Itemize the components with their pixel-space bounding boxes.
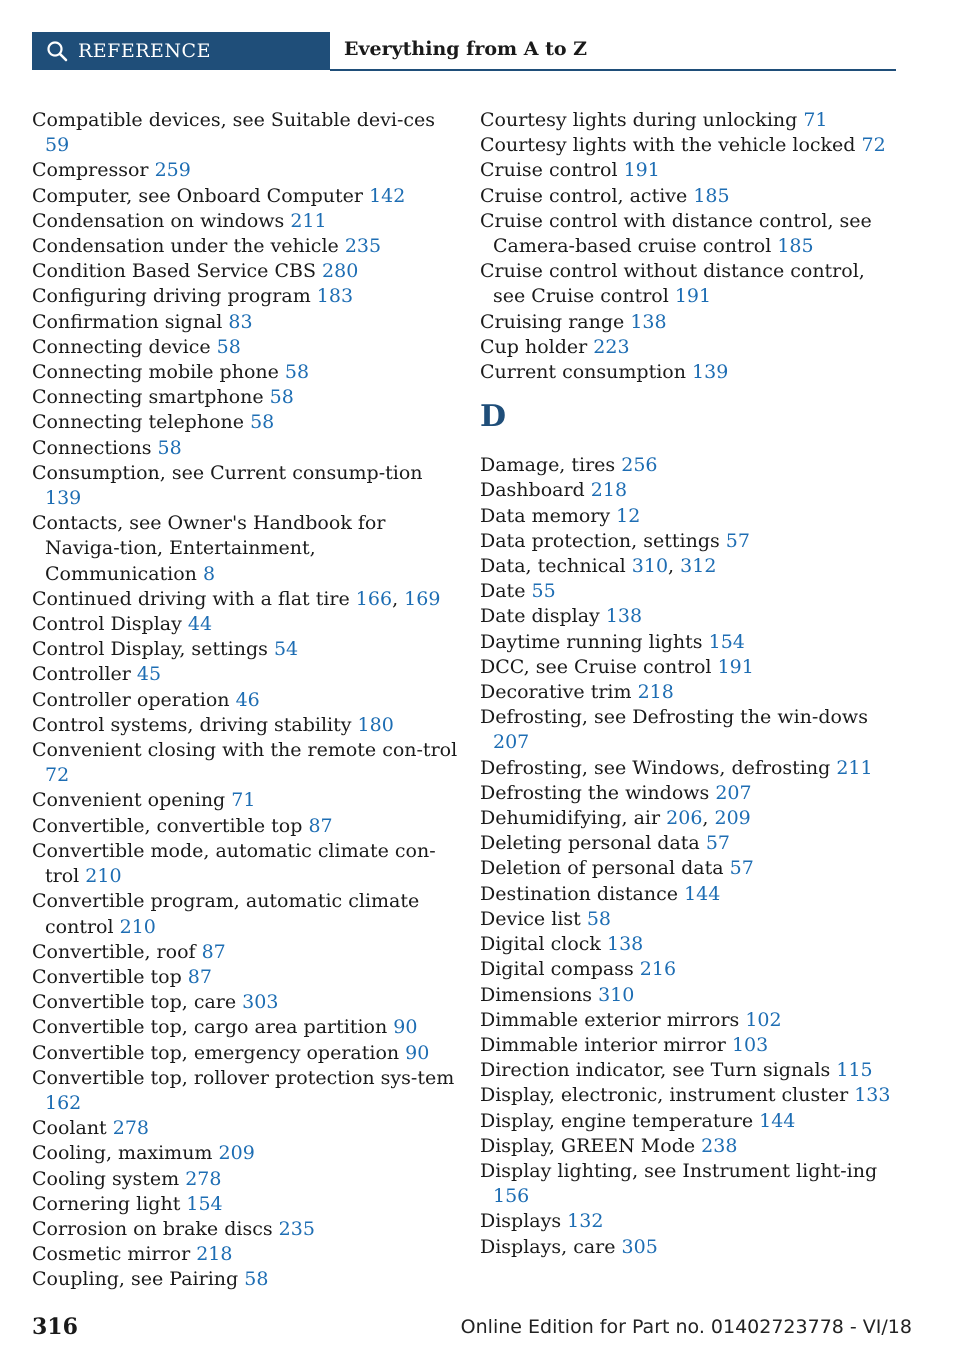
page-link[interactable]: 303 <box>242 991 279 1014</box>
index-column-left <box>32 108 462 1293</box>
index-entry-text: Compatible devices, see Suitable devi‐ces <box>32 109 436 131</box>
index-entry-text: Cruise control without distance control, see Cruise control <box>480 260 865 308</box>
index-entry <box>480 1109 900 1134</box>
index-entry <box>32 1015 462 1040</box>
page-link[interactable]: 191 <box>717 655 754 678</box>
index-entry-text: Deletion of personal data <box>480 857 724 880</box>
index-entry-text: Control Display, settings <box>32 638 268 661</box>
page-link[interactable]: 90 <box>393 1016 418 1039</box>
page-link[interactable]: 185 <box>693 184 730 207</box>
page-link[interactable]: 58 <box>284 361 310 384</box>
index-entry <box>32 158 462 183</box>
index-entry-text: Destination distance <box>480 882 679 905</box>
page-link[interactable]: 8 <box>202 562 216 585</box>
index-entry-text: Corrosion on brake discs <box>32 1217 273 1240</box>
index-entry-text: Cruise control <box>480 159 618 182</box>
index-entry-text: Display, engine temperature <box>480 1109 754 1132</box>
index-entry-text: Control systems, driving stability <box>32 713 352 736</box>
index-entry <box>480 1134 900 1159</box>
index-entry-text: Connecting mobile phone <box>32 361 279 384</box>
index-entry <box>480 310 900 335</box>
section-letter: D <box>480 399 507 435</box>
index-entry-text: Connecting telephone <box>32 411 245 434</box>
page-link[interactable]: 154 <box>708 630 745 653</box>
index-entry <box>480 1058 900 1083</box>
index-entry <box>32 688 462 713</box>
index-entry-text: Convertible top, care <box>32 991 237 1014</box>
page-link[interactable]: 58 <box>586 907 611 930</box>
index-entry-text: Dimmable interior mirror <box>480 1033 726 1056</box>
page-link[interactable]: 44 <box>187 613 213 636</box>
index-entry-text: Contacts, see Owner's Handbook for Naviga‐tion, Entertainment, Communication <box>32 512 386 585</box>
index-entry-text: Compressor <box>32 159 149 182</box>
index-entry <box>480 133 900 158</box>
index-entry-text: Convertible top <box>32 965 182 988</box>
index-entry-text: Condensation under the vehicle <box>32 235 339 258</box>
index-entry <box>32 184 462 209</box>
index-entry-text: Coupling, see Pairing <box>32 1268 239 1291</box>
index-entry <box>480 209 900 259</box>
page-link[interactable]: 206 <box>666 807 703 830</box>
index-entry <box>32 788 462 813</box>
index-entry-text: Cooling, maximum <box>32 1142 213 1165</box>
page-link[interactable]: 83 <box>228 310 253 333</box>
index-entry-text: Display, GREEN Mode <box>480 1134 696 1157</box>
index-entry-text: Consumption, see Current consump‐tion <box>32 461 423 484</box>
index-entry-text: Daytime running lights <box>480 630 703 653</box>
index-entry <box>32 1141 462 1166</box>
index-entry <box>480 360 900 385</box>
index-entry <box>32 284 462 309</box>
page-link[interactable]: 180 <box>357 713 394 736</box>
index-entry-text: Date display <box>480 605 600 628</box>
index-column-right <box>480 108 900 1260</box>
index-entry <box>32 612 462 637</box>
index-entry-text: Condition Based Service CBS <box>32 260 316 283</box>
page-link[interactable]: 218 <box>590 479 628 502</box>
index-entry-text: Date <box>480 580 526 603</box>
page-link[interactable]: 191 <box>674 285 712 308</box>
page-link[interactable]: 207 <box>715 781 752 804</box>
page-link[interactable]: 45 <box>136 663 162 686</box>
index-entry-text: Cruising range <box>480 310 625 333</box>
page-link[interactable]: 278 <box>112 1117 150 1140</box>
index-entry <box>32 259 462 284</box>
index-entry-text: Coolant <box>32 1117 107 1140</box>
page-link[interactable]: 162 <box>45 1091 82 1114</box>
index-entry-text: Dimmable exterior mirrors <box>480 1008 740 1031</box>
index-entry-text: Convenient closing with the remote con‐trol <box>32 739 458 762</box>
index-entry <box>480 579 900 604</box>
page-link[interactable]: 87 <box>201 940 226 963</box>
page-link[interactable]: 216 <box>639 958 677 981</box>
index-entry-text: Condensation on windows <box>32 209 285 232</box>
page-link[interactable]: 87 <box>308 814 333 837</box>
page-link[interactable]: 169 <box>404 587 441 610</box>
page-link[interactable]: 46 <box>235 688 260 711</box>
page-link[interactable]: 115 <box>836 1059 873 1082</box>
index-entry <box>480 756 900 781</box>
index-entry <box>32 738 462 788</box>
index-entry <box>480 259 900 309</box>
page-link[interactable]: 218 <box>196 1243 233 1266</box>
index-entry <box>32 360 462 385</box>
page-link[interactable]: 185 <box>777 235 814 258</box>
index-entry-text: Controller operation <box>32 688 230 711</box>
index-entry <box>32 814 462 839</box>
index-entry <box>32 209 462 234</box>
index-entry <box>480 478 900 503</box>
index-entry-text: Cruise control with distance control, see Camera-based cruise control <box>480 209 872 258</box>
page-number: 316 <box>32 1314 78 1340</box>
page-link[interactable]: 138 <box>630 310 667 333</box>
index-entry-text: Convertible top, emergency operation <box>32 1041 400 1064</box>
page-link[interactable]: 139 <box>692 361 729 384</box>
index-entry <box>480 680 900 705</box>
index-entry-text: Courtesy lights with the vehicle locked <box>480 134 856 157</box>
index-entry <box>32 889 462 939</box>
index-entry <box>480 705 900 755</box>
page-link[interactable]: 218 <box>637 681 674 704</box>
index-entry-text: Digital compass <box>480 958 634 981</box>
index-entry <box>32 1192 462 1217</box>
index-entry-text: Convenient opening <box>32 789 226 812</box>
index-entry-text: Convertible program, automatic climate control <box>32 890 420 938</box>
index-entry <box>32 662 462 687</box>
index-entry-text: Digital clock <box>480 933 601 956</box>
index-entry <box>32 1116 462 1141</box>
page-link[interactable]: 58 <box>250 411 275 434</box>
index-entry-text: Displays, care <box>480 1235 616 1258</box>
index-entry <box>480 630 900 655</box>
index-entry-text: Connecting device <box>32 335 211 358</box>
index-entry-text: Convertible mode, automatic climate con‐trol <box>32 839 436 888</box>
index-entry <box>32 310 462 335</box>
index-entry-text: Device list <box>480 907 581 930</box>
page-link[interactable]: 209 <box>218 1142 255 1165</box>
page-link[interactable]: 59 <box>45 134 70 157</box>
page-link[interactable]: 235 <box>344 235 382 258</box>
index-entry: Continued driving with a flat tire 166, 169 <box>32 587 441 610</box>
index-entry <box>480 529 900 554</box>
index-entry-text: Cornering light <box>32 1192 181 1215</box>
index-entry <box>32 511 462 587</box>
page-link[interactable]: 144 <box>759 1109 796 1132</box>
index-entry-text: Current consumption <box>480 361 686 384</box>
index-entry-text: Cup holder <box>480 335 588 358</box>
page-link[interactable]: 210 <box>119 915 156 938</box>
index-entry-text: Dashboard <box>480 479 585 502</box>
page-link[interactable]: 207 <box>493 731 530 754</box>
index-entry-text: Computer, see Onboard Computer <box>32 184 364 207</box>
index-group-d <box>480 453 900 1260</box>
index-entry <box>32 234 462 259</box>
index-entry <box>480 504 900 529</box>
page-link[interactable]: 259 <box>154 159 191 182</box>
index-entry-text: Data protection, settings <box>480 529 720 552</box>
index-entry-text: Cooling system <box>32 1167 180 1190</box>
index-entry <box>480 983 900 1008</box>
page-link[interactable]: 58 <box>244 1268 269 1291</box>
page-link[interactable]: 191 <box>623 159 660 182</box>
index-entry-text: Convertible, roof <box>32 940 196 963</box>
index-entry <box>480 907 900 932</box>
page-link[interactable]: 71 <box>231 789 256 812</box>
section-title: Everything from A to Z <box>344 38 588 60</box>
index-entry <box>480 108 900 133</box>
index-entry <box>32 108 462 158</box>
page-link[interactable]: 71 <box>803 109 828 131</box>
index-entry-text: Convertible, convertible top <box>32 814 303 837</box>
page-link[interactable]: 278 <box>185 1167 222 1190</box>
page-link[interactable]: 58 <box>269 386 294 409</box>
page-link[interactable]: 138 <box>605 605 643 628</box>
page-link[interactable]: 154 <box>186 1192 223 1215</box>
index-entry-text: Convertible top, rollover protection sys‐tem <box>32 1066 455 1089</box>
index-entry <box>32 839 462 889</box>
page-link[interactable]: 54 <box>273 638 299 661</box>
page-link[interactable]: 238 <box>701 1134 738 1157</box>
page-link[interactable]: 310 <box>631 555 669 578</box>
index-entry <box>480 453 900 478</box>
index-entry-text: Data memory <box>480 504 611 527</box>
page-link[interactable]: 280 <box>322 260 359 283</box>
page-link[interactable]: 223 <box>593 335 630 358</box>
index-entry <box>480 1083 900 1108</box>
page-link[interactable]: 87 <box>187 965 212 988</box>
index-entry <box>480 781 900 806</box>
index-entry-text: Defrosting, see Windows, defrosting <box>480 756 831 779</box>
index-entry <box>32 1217 462 1242</box>
page-link[interactable]: 102 <box>745 1008 782 1031</box>
page-link[interactable]: 305 <box>621 1235 658 1258</box>
index-entry-text: Decorative trim <box>480 681 632 704</box>
index-entry <box>32 713 462 738</box>
index-entry-text: Continued driving with a flat tire <box>32 587 350 610</box>
index-entry-text: Dimensions <box>480 983 593 1006</box>
index-entry-text: Display lighting, see Instrument light‐ing <box>480 1159 878 1182</box>
index-entry <box>480 184 900 209</box>
index-entry-text: Cruise control, active <box>480 184 688 207</box>
page-link[interactable]: 139 <box>45 487 82 510</box>
index-entry <box>480 1159 900 1209</box>
index-entry <box>32 990 462 1015</box>
index-entry-text: Cosmetic mirror <box>32 1243 191 1266</box>
page-link[interactable]: 103 <box>731 1033 769 1056</box>
index-entry-text: Display, electronic, instrument cluster <box>480 1084 849 1107</box>
page-link[interactable]: 58 <box>216 335 241 358</box>
index-entry-text: Dehumidifying, air <box>480 807 661 830</box>
index-entry <box>480 1235 900 1260</box>
page-link[interactable]: 310 <box>598 983 635 1006</box>
index-entry <box>32 1041 462 1066</box>
index-entry <box>32 461 462 511</box>
page-link[interactable]: 209 <box>714 807 751 830</box>
page-link[interactable]: 256 <box>621 454 658 477</box>
index-entry-text: DCC, see Cruise control <box>480 655 712 678</box>
index-entry-text: Courtesy lights during unlocking <box>480 109 798 131</box>
reference-tab[interactable] <box>32 32 330 70</box>
page-link[interactable]: 57 <box>705 832 730 855</box>
page-link[interactable]: 183 <box>316 285 354 308</box>
page-link[interactable]: 142 <box>369 184 406 207</box>
index-entry <box>480 158 900 183</box>
page-link[interactable]: 12 <box>616 504 641 527</box>
page-link[interactable]: 55 <box>531 580 556 603</box>
index-entry <box>32 1242 462 1267</box>
index-entry <box>480 1209 900 1234</box>
index-entry-text: Connecting smartphone <box>32 386 264 409</box>
edition-footer: Online Edition for Part no. 01402723778 - VI/18 <box>460 1316 912 1338</box>
index-entry <box>480 1008 900 1033</box>
index-entry-text: Displays <box>480 1210 562 1233</box>
page-link[interactable]: 166 <box>355 587 393 610</box>
index-entry <box>32 335 462 360</box>
index-entry <box>32 1167 462 1192</box>
page-link[interactable]: 211 <box>836 756 873 779</box>
page-link[interactable]: 58 <box>157 436 182 459</box>
index-entry <box>480 604 900 629</box>
index-entry-text: Damage, tires <box>480 454 616 477</box>
index-entry <box>480 1033 900 1058</box>
page-link[interactable]: 133 <box>854 1084 891 1107</box>
index-entry <box>480 335 900 360</box>
index-entry: Dehumidifying, air 206, 209 <box>480 807 751 830</box>
index-entry-text: Direction indicator, see Turn signals <box>480 1059 831 1082</box>
index-entry <box>32 436 462 461</box>
index-entry-text: Defrosting, see Defrosting the win‐dows <box>480 706 868 729</box>
index-entry <box>480 932 900 957</box>
index-entry-text: Data, technical <box>480 555 626 578</box>
page-link[interactable]: 144 <box>684 882 721 905</box>
index-entry <box>480 882 900 907</box>
index-entry-text: Configuring driving program <box>32 285 311 308</box>
index-entry <box>32 1066 462 1116</box>
page-header <box>32 32 896 72</box>
index-entry <box>32 1267 462 1292</box>
index-entry-text: Controller <box>32 663 131 686</box>
page-link[interactable]: 90 <box>405 1041 430 1064</box>
index-entry: Data, technical 310, 312 <box>480 555 717 578</box>
index-entry-text: Defrosting the windows <box>480 781 710 804</box>
index-entry-text: Confirmation signal <box>32 310 223 333</box>
index-group-c <box>480 108 900 385</box>
reference-tab-label: REFERENCE <box>78 40 211 62</box>
index-entry <box>480 957 900 982</box>
page-link[interactable]: 138 <box>607 933 644 956</box>
index-entry <box>480 831 900 856</box>
page-link[interactable]: 72 <box>45 764 70 787</box>
index-entry <box>32 385 462 410</box>
page-link[interactable]: 210 <box>85 865 122 888</box>
index-entry-text: Convertible top, cargo area partition <box>32 1016 388 1039</box>
index-entry <box>480 856 900 881</box>
page-link[interactable]: 211 <box>290 209 327 232</box>
index-entry-text: Connections <box>32 436 152 459</box>
header-divider <box>330 69 896 71</box>
page-link[interactable]: 156 <box>493 1185 530 1208</box>
index-entry <box>480 655 900 680</box>
page-link[interactable]: 72 <box>861 134 886 157</box>
index-entry <box>32 637 462 662</box>
page-link[interactable]: 235 <box>278 1217 315 1240</box>
index-entry <box>32 410 462 435</box>
index-entry-text: Control Display <box>32 613 182 636</box>
page-link[interactable]: 132 <box>567 1210 604 1233</box>
page-link[interactable]: 57 <box>725 529 750 552</box>
search-icon <box>46 40 68 62</box>
index-entry <box>32 965 462 990</box>
page-link[interactable]: 312 <box>680 555 717 578</box>
page-link[interactable]: 57 <box>729 857 754 880</box>
index-entry <box>32 940 462 965</box>
index-entry-text: Deleting personal data <box>480 832 700 855</box>
